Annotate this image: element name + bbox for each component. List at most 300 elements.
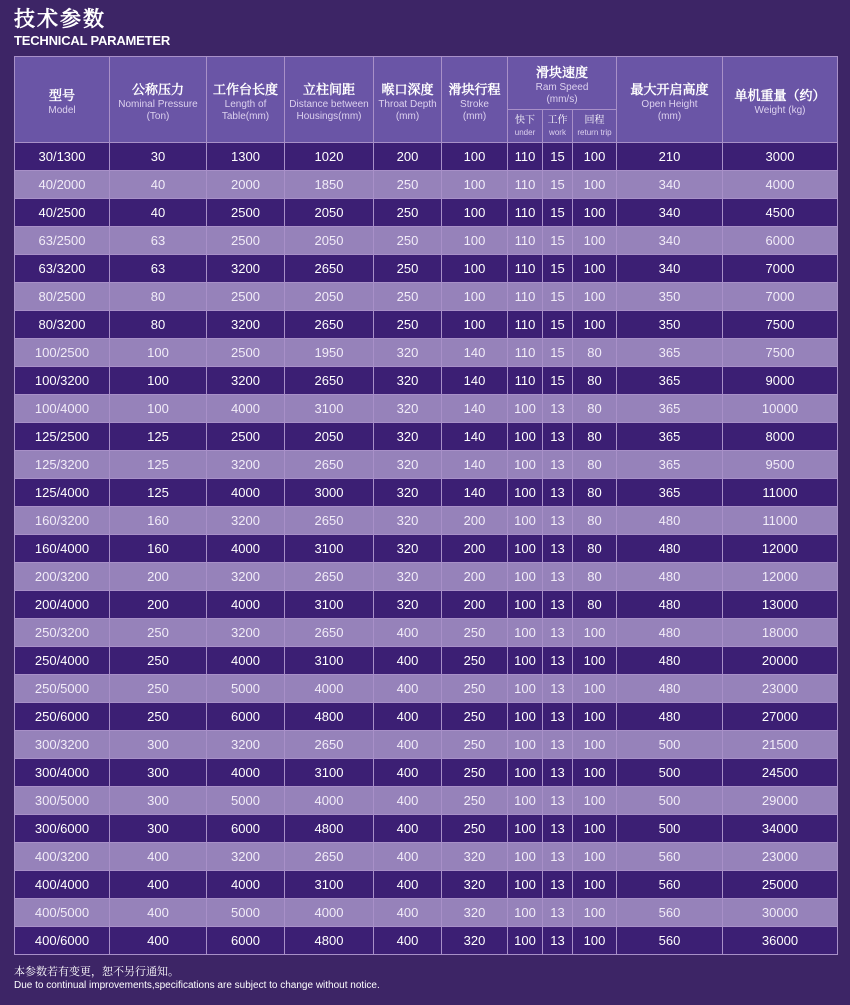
cell-stroke: 250	[442, 619, 508, 647]
cell-stroke: 250	[442, 647, 508, 675]
cell-table-length: 4000	[207, 759, 285, 787]
header-label-cn: 公称压力	[131, 82, 184, 98]
cell-nominal-pressure: 250	[110, 675, 207, 703]
cell-nominal-pressure: 40	[110, 171, 207, 199]
cell-stroke: 320	[442, 871, 508, 899]
cell-speed-work: 13	[543, 675, 573, 703]
cell-nominal-pressure: 400	[110, 871, 207, 899]
footnote-en: Due to continual improvements,specifications are subject to change without notice.	[14, 980, 380, 991]
cell-speed-work: 13	[543, 395, 573, 423]
cell-model: 300/4000	[15, 759, 110, 787]
cell-open-height: 365	[617, 423, 723, 451]
cell-housing-distance: 1020	[285, 143, 374, 171]
cell-speed-work: 15	[543, 227, 573, 255]
table-row	[15, 199, 838, 227]
cell-open-height: 365	[617, 479, 723, 507]
header-label-en: Open Height (mm)	[641, 98, 698, 122]
cell-table-length: 2500	[207, 283, 285, 311]
cell-nominal-pressure: 63	[110, 255, 207, 283]
cell-speed-work: 15	[543, 339, 573, 367]
cell-model: 400/6000	[15, 927, 110, 955]
cell-housing-distance: 2650	[285, 507, 374, 535]
cell-speed-work: 13	[543, 759, 573, 787]
cell-speed-return: 100	[573, 283, 617, 311]
cell-model: 300/3200	[15, 731, 110, 759]
cell-housing-distance: 2050	[285, 199, 374, 227]
header-label-cn: 滑块行程	[448, 82, 501, 98]
table-row	[15, 171, 838, 199]
cell-speed-return: 100	[573, 843, 617, 871]
cell-throat-depth: 250	[374, 283, 442, 311]
header-nominal-pressure	[110, 57, 207, 143]
cell-model: 400/3200	[15, 843, 110, 871]
cell-speed-return: 100	[573, 619, 617, 647]
page-title: 技术参数	[14, 7, 106, 31]
cell-speed-work: 13	[543, 535, 573, 563]
cell-model: 30/1300	[15, 143, 110, 171]
cell-weight: 3000	[723, 143, 838, 171]
cell-table-length: 3200	[207, 311, 285, 339]
cell-throat-depth: 320	[374, 395, 442, 423]
cell-speed-work: 13	[543, 647, 573, 675]
subheader-label-cn: 工作	[547, 114, 568, 126]
cell-throat-depth: 250	[374, 227, 442, 255]
cell-speed-return: 100	[573, 255, 617, 283]
subheader-label-en: under	[514, 127, 536, 137]
cell-nominal-pressure: 160	[110, 535, 207, 563]
header-label-en: Stroke (mm)	[460, 98, 489, 122]
cell-model: 80/2500	[15, 283, 110, 311]
table-row	[15, 563, 838, 591]
footnote-cn: 本参数若有变更，恕不另行通知。	[14, 965, 179, 978]
cell-open-height: 480	[617, 507, 723, 535]
cell-speed-work: 13	[543, 731, 573, 759]
table-header	[15, 57, 838, 143]
cell-model: 63/3200	[15, 255, 110, 283]
header-throat-depth	[374, 57, 442, 143]
cell-table-length: 3200	[207, 507, 285, 535]
cell-speed-work: 13	[543, 507, 573, 535]
cell-model: 40/2000	[15, 171, 110, 199]
cell-throat-depth: 250	[374, 255, 442, 283]
cell-speed-work: 13	[543, 619, 573, 647]
cell-open-height: 480	[617, 675, 723, 703]
cell-housing-distance: 3100	[285, 759, 374, 787]
cell-speed-under: 110	[508, 339, 543, 367]
cell-speed-work: 15	[543, 171, 573, 199]
cell-speed-under: 110	[508, 171, 543, 199]
cell-speed-under: 110	[508, 283, 543, 311]
cell-throat-depth: 320	[374, 367, 442, 395]
cell-weight: 6000	[723, 227, 838, 255]
table-row	[15, 283, 838, 311]
cell-stroke: 200	[442, 507, 508, 535]
table-row	[15, 479, 838, 507]
table-row	[15, 227, 838, 255]
cell-open-height: 500	[617, 759, 723, 787]
cell-speed-under: 100	[508, 815, 543, 843]
cell-model: 100/4000	[15, 395, 110, 423]
cell-nominal-pressure: 100	[110, 367, 207, 395]
cell-table-length: 4000	[207, 479, 285, 507]
cell-weight: 20000	[723, 647, 838, 675]
cell-weight: 21500	[723, 731, 838, 759]
cell-throat-depth: 320	[374, 591, 442, 619]
cell-speed-work: 13	[543, 871, 573, 899]
cell-speed-under: 110	[508, 143, 543, 171]
cell-speed-work: 13	[543, 591, 573, 619]
cell-open-height: 480	[617, 619, 723, 647]
header-label-en: Nominal Pressure (Ton)	[118, 98, 198, 122]
cell-nominal-pressure: 300	[110, 787, 207, 815]
cell-table-length: 2000	[207, 171, 285, 199]
cell-open-height: 560	[617, 843, 723, 871]
cell-speed-work: 13	[543, 927, 573, 955]
subheader-label-en: work	[549, 127, 566, 137]
cell-speed-work: 13	[543, 703, 573, 731]
cell-throat-depth: 400	[374, 843, 442, 871]
cell-nominal-pressure: 300	[110, 815, 207, 843]
cell-stroke: 140	[442, 339, 508, 367]
header-label-en: Throat Depth (mm)	[378, 98, 437, 122]
cell-housing-distance: 4000	[285, 787, 374, 815]
table-row	[15, 731, 838, 759]
cell-stroke: 140	[442, 479, 508, 507]
cell-speed-under: 100	[508, 731, 543, 759]
header-label-cn: 单机重量（约）	[734, 88, 826, 104]
table-row	[15, 507, 838, 535]
cell-throat-depth: 320	[374, 339, 442, 367]
cell-nominal-pressure: 200	[110, 563, 207, 591]
cell-open-height: 480	[617, 647, 723, 675]
table-row	[15, 787, 838, 815]
table-row	[15, 367, 838, 395]
cell-speed-return: 100	[573, 703, 617, 731]
header-ram-speed	[508, 57, 617, 110]
cell-throat-depth: 400	[374, 787, 442, 815]
header-label-cn: 工作台长度	[212, 82, 278, 98]
cell-model: 300/5000	[15, 787, 110, 815]
cell-housing-distance: 4000	[285, 675, 374, 703]
cell-weight: 36000	[723, 927, 838, 955]
cell-housing-distance: 2650	[285, 843, 374, 871]
cell-housing-distance: 2650	[285, 367, 374, 395]
cell-weight: 30000	[723, 899, 838, 927]
cell-model: 40/2500	[15, 199, 110, 227]
cell-housing-distance: 4800	[285, 703, 374, 731]
header-label-cn: 喉口深度	[381, 82, 434, 98]
cell-speed-under: 100	[508, 927, 543, 955]
cell-housing-distance: 3100	[285, 871, 374, 899]
cell-table-length: 3200	[207, 255, 285, 283]
cell-open-height: 480	[617, 591, 723, 619]
page-subtitle: TECHNICAL PARAMETER	[14, 33, 171, 48]
cell-housing-distance: 1850	[285, 171, 374, 199]
cell-housing-distance: 2050	[285, 227, 374, 255]
cell-housing-distance: 3100	[285, 647, 374, 675]
cell-weight: 9000	[723, 367, 838, 395]
cell-throat-depth: 400	[374, 703, 442, 731]
cell-weight: 7000	[723, 283, 838, 311]
cell-open-height: 340	[617, 255, 723, 283]
cell-throat-depth: 400	[374, 899, 442, 927]
cell-weight: 29000	[723, 787, 838, 815]
cell-weight: 12000	[723, 535, 838, 563]
cell-throat-depth: 250	[374, 171, 442, 199]
cell-weight: 11000	[723, 479, 838, 507]
cell-nominal-pressure: 250	[110, 619, 207, 647]
table-row	[15, 675, 838, 703]
cell-stroke: 100	[442, 143, 508, 171]
cell-throat-depth: 400	[374, 927, 442, 955]
cell-weight: 23000	[723, 675, 838, 703]
cell-stroke: 200	[442, 563, 508, 591]
cell-speed-return: 100	[573, 171, 617, 199]
cell-housing-distance: 2650	[285, 311, 374, 339]
cell-open-height: 560	[617, 927, 723, 955]
cell-stroke: 320	[442, 899, 508, 927]
cell-stroke: 320	[442, 843, 508, 871]
cell-speed-under: 100	[508, 619, 543, 647]
header-label-cn: 型号	[48, 88, 75, 104]
cell-throat-depth: 400	[374, 731, 442, 759]
cell-weight: 10000	[723, 395, 838, 423]
cell-table-length: 3200	[207, 619, 285, 647]
cell-speed-under: 100	[508, 423, 543, 451]
cell-speed-under: 100	[508, 563, 543, 591]
cell-nominal-pressure: 30	[110, 143, 207, 171]
cell-speed-return: 80	[573, 451, 617, 479]
cell-open-height: 560	[617, 899, 723, 927]
subheader-label-cn: 快下	[515, 114, 535, 126]
cell-model: 160/3200	[15, 507, 110, 535]
cell-table-length: 6000	[207, 927, 285, 955]
cell-speed-under: 100	[508, 507, 543, 535]
cell-table-length: 4000	[207, 395, 285, 423]
cell-table-length: 5000	[207, 675, 285, 703]
cell-nominal-pressure: 250	[110, 647, 207, 675]
cell-speed-under: 100	[508, 759, 543, 787]
cell-housing-distance: 2650	[285, 451, 374, 479]
cell-table-length: 4000	[207, 591, 285, 619]
cell-throat-depth: 400	[374, 871, 442, 899]
cell-table-length: 2500	[207, 199, 285, 227]
cell-stroke: 250	[442, 675, 508, 703]
technical-parameter-table	[14, 56, 838, 955]
cell-open-height: 365	[617, 339, 723, 367]
cell-throat-depth: 320	[374, 451, 442, 479]
cell-weight: 4000	[723, 171, 838, 199]
cell-speed-work: 15	[543, 367, 573, 395]
table-row	[15, 591, 838, 619]
cell-table-length: 2500	[207, 423, 285, 451]
cell-speed-under: 110	[508, 255, 543, 283]
cell-stroke: 100	[442, 171, 508, 199]
cell-throat-depth: 320	[374, 507, 442, 535]
cell-speed-return: 80	[573, 479, 617, 507]
cell-speed-work: 13	[543, 843, 573, 871]
cell-speed-work: 13	[543, 451, 573, 479]
cell-stroke: 200	[442, 591, 508, 619]
table-row	[15, 451, 838, 479]
cell-stroke: 140	[442, 367, 508, 395]
cell-nominal-pressure: 300	[110, 731, 207, 759]
table-row	[15, 143, 838, 171]
cell-stroke: 320	[442, 927, 508, 955]
cell-model: 200/3200	[15, 563, 110, 591]
cell-housing-distance: 3100	[285, 591, 374, 619]
cell-speed-work: 13	[543, 563, 573, 591]
cell-model: 125/4000	[15, 479, 110, 507]
cell-stroke: 100	[442, 199, 508, 227]
cell-speed-return: 100	[573, 899, 617, 927]
cell-weight: 4500	[723, 199, 838, 227]
cell-speed-return: 80	[573, 507, 617, 535]
cell-stroke: 250	[442, 815, 508, 843]
cell-speed-return: 80	[573, 591, 617, 619]
cell-speed-return: 80	[573, 395, 617, 423]
cell-stroke: 200	[442, 535, 508, 563]
cell-table-length: 2500	[207, 339, 285, 367]
cell-speed-under: 100	[508, 647, 543, 675]
cell-speed-return: 100	[573, 227, 617, 255]
header-label-cn: 立柱间距	[302, 82, 355, 98]
header-stroke	[442, 57, 508, 143]
cell-throat-depth: 400	[374, 759, 442, 787]
cell-speed-return: 100	[573, 759, 617, 787]
cell-model: 300/6000	[15, 815, 110, 843]
cell-speed-under: 100	[508, 395, 543, 423]
cell-model: 100/3200	[15, 367, 110, 395]
table-row	[15, 843, 838, 871]
cell-open-height: 350	[617, 311, 723, 339]
cell-weight: 27000	[723, 703, 838, 731]
cell-open-height: 480	[617, 535, 723, 563]
cell-housing-distance: 2650	[285, 563, 374, 591]
table-row	[15, 759, 838, 787]
cell-speed-return: 100	[573, 927, 617, 955]
cell-throat-depth: 320	[374, 535, 442, 563]
cell-weight: 7500	[723, 339, 838, 367]
table-row	[15, 423, 838, 451]
cell-model: 160/4000	[15, 535, 110, 563]
cell-speed-return: 80	[573, 339, 617, 367]
cell-nominal-pressure: 80	[110, 283, 207, 311]
cell-housing-distance: 2650	[285, 731, 374, 759]
cell-table-length: 5000	[207, 899, 285, 927]
cell-weight: 7500	[723, 311, 838, 339]
header-label-cn: 滑块速度	[535, 66, 588, 81]
subheader-speed-work	[543, 110, 573, 143]
table-row	[15, 535, 838, 563]
cell-throat-depth: 400	[374, 675, 442, 703]
cell-table-length: 1300	[207, 143, 285, 171]
cell-stroke: 250	[442, 759, 508, 787]
cell-stroke: 100	[442, 227, 508, 255]
header-open-height	[617, 57, 723, 143]
cell-speed-return: 100	[573, 143, 617, 171]
cell-stroke: 250	[442, 787, 508, 815]
cell-nominal-pressure: 125	[110, 451, 207, 479]
cell-stroke: 100	[442, 255, 508, 283]
cell-model: 400/4000	[15, 871, 110, 899]
subheader-label-cn: 回程	[584, 114, 605, 126]
subheader-speed-return	[573, 110, 617, 143]
table-row	[15, 899, 838, 927]
cell-speed-work: 15	[543, 283, 573, 311]
table-body	[15, 143, 838, 955]
cell-model: 400/5000	[15, 899, 110, 927]
header-table-length	[207, 57, 285, 143]
cell-speed-under: 100	[508, 535, 543, 563]
cell-throat-depth: 320	[374, 479, 442, 507]
cell-nominal-pressure: 125	[110, 423, 207, 451]
cell-speed-under: 100	[508, 451, 543, 479]
cell-stroke: 100	[442, 311, 508, 339]
cell-throat-depth: 400	[374, 815, 442, 843]
cell-weight: 24500	[723, 759, 838, 787]
table-row	[15, 815, 838, 843]
cell-speed-return: 80	[573, 535, 617, 563]
cell-table-length: 3200	[207, 843, 285, 871]
cell-open-height: 500	[617, 815, 723, 843]
cell-table-length: 3200	[207, 451, 285, 479]
cell-speed-return: 100	[573, 871, 617, 899]
cell-stroke: 140	[442, 395, 508, 423]
cell-speed-work: 13	[543, 787, 573, 815]
cell-table-length: 6000	[207, 815, 285, 843]
cell-weight: 9500	[723, 451, 838, 479]
cell-nominal-pressure: 100	[110, 339, 207, 367]
cell-speed-return: 100	[573, 311, 617, 339]
cell-speed-under: 110	[508, 367, 543, 395]
cell-open-height: 500	[617, 731, 723, 759]
cell-nominal-pressure: 40	[110, 199, 207, 227]
cell-weight: 11000	[723, 507, 838, 535]
cell-open-height: 340	[617, 199, 723, 227]
cell-housing-distance: 4800	[285, 815, 374, 843]
cell-table-length: 4000	[207, 535, 285, 563]
cell-throat-depth: 250	[374, 311, 442, 339]
table-row	[15, 647, 838, 675]
cell-nominal-pressure: 125	[110, 479, 207, 507]
cell-stroke: 100	[442, 283, 508, 311]
cell-housing-distance: 3100	[285, 535, 374, 563]
cell-weight: 25000	[723, 871, 838, 899]
cell-weight: 18000	[723, 619, 838, 647]
cell-model: 80/3200	[15, 311, 110, 339]
cell-speed-under: 110	[508, 199, 543, 227]
cell-table-length: 3200	[207, 367, 285, 395]
cell-open-height: 500	[617, 787, 723, 815]
cell-weight: 12000	[723, 563, 838, 591]
cell-model: 200/4000	[15, 591, 110, 619]
cell-speed-under: 100	[508, 479, 543, 507]
cell-speed-under: 110	[508, 227, 543, 255]
cell-speed-under: 100	[508, 843, 543, 871]
cell-speed-return: 100	[573, 787, 617, 815]
cell-nominal-pressure: 63	[110, 227, 207, 255]
cell-nominal-pressure: 400	[110, 927, 207, 955]
cell-open-height: 365	[617, 451, 723, 479]
cell-speed-return: 80	[573, 367, 617, 395]
cell-throat-depth: 250	[374, 199, 442, 227]
cell-throat-depth: 200	[374, 143, 442, 171]
cell-open-height: 365	[617, 395, 723, 423]
cell-open-height: 350	[617, 283, 723, 311]
table-row	[15, 255, 838, 283]
cell-table-length: 3200	[207, 731, 285, 759]
